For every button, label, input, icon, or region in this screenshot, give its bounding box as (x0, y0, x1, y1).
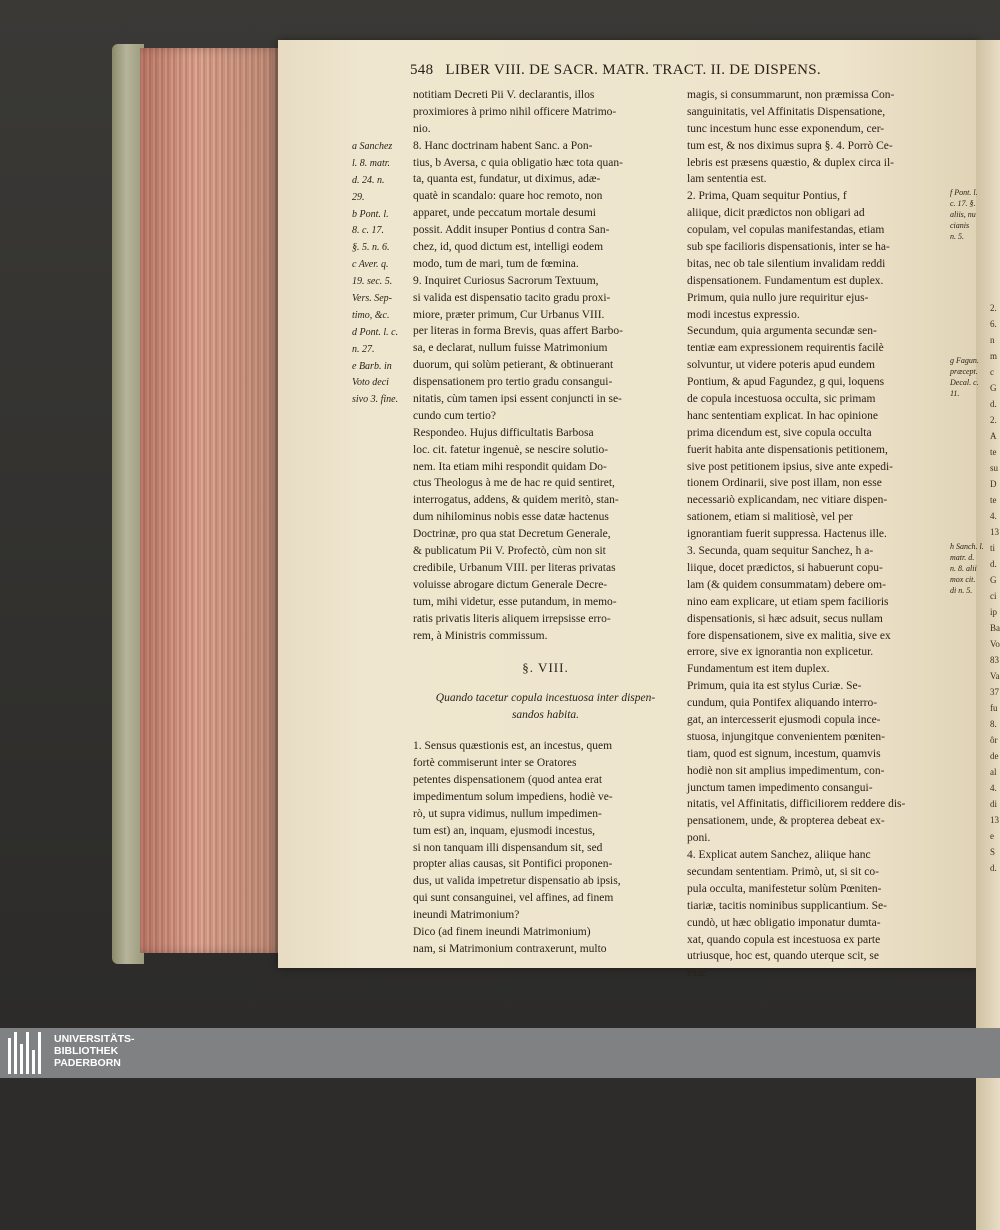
text-line: dispensationem pro tertio gradu consangui- (413, 376, 613, 389)
margin-note: Vers. Sep- (352, 293, 392, 305)
page-header (410, 62, 910, 79)
text-line: tiariæ, tacitis nominibus supplicantium. Se- (687, 899, 887, 912)
margin-note: timo, &c. (352, 309, 390, 321)
text-line: tunc incestum hunc esse exponendum, cer- (687, 122, 885, 135)
text-line: tum, mihi videtur, esse putandum, in memo- (413, 595, 617, 608)
footer-bar (0, 1028, 1000, 1078)
text-line: possit. Addit insuper Pontius d contra San- (413, 224, 610, 237)
text-line: Fundamentum est item duplex. (687, 663, 830, 676)
logo-line: UNIVERSITÄTS- (54, 1033, 135, 1045)
text-line: rò, ut supra vidimus, nullum impedimen- (413, 807, 602, 820)
text-line: fuerit habita ante dispensationis petitionem, (687, 443, 888, 456)
adjacent-page-fragment: n (990, 335, 995, 345)
right-column (687, 87, 949, 982)
text-line: secundam sententiam. Primò, ut, si sit co- (687, 865, 879, 878)
text-line: per literas in forma Brevis, quas affert Barbo- (413, 325, 623, 338)
text-line: dum nihilominus nobis esse datæ hactenus (413, 511, 609, 524)
text-line: lam sententia est. (687, 173, 767, 186)
margin-note: n. 8. alii (950, 564, 977, 573)
text-line: 8. Hanc doctrinam habent Sanc. a Pon- (413, 139, 593, 152)
text-line: loc. cit. fatetur ingenuè, se nescire solutio- (413, 443, 609, 456)
adjacent-page-fragment: Ba (990, 623, 1000, 633)
margin-note: aliis, nu (950, 210, 976, 219)
adjacent-page-fragment: ip (990, 607, 998, 617)
adjacent-page-fragment: 4. (990, 783, 997, 793)
adjacent-page-fragment: G (990, 575, 997, 585)
text-line: fortè commiserunt inter se Oratores (413, 757, 577, 770)
adjacent-page-fragment: al (990, 767, 997, 777)
text-line: liique, docet prædictos, si habuerunt copu- (687, 561, 883, 574)
text-line: tiam, quod est signum, incestum, quamvis (687, 747, 881, 760)
section-title-line: Quando tacetur copula incestuosa inter dispen- (435, 692, 656, 705)
logo-line: PADERBORN (54, 1057, 121, 1069)
adjacent-page-fragment: Vo (990, 639, 1000, 649)
margin-note: sivo 3. fine. (352, 394, 399, 406)
adjacent-page-fragment: ci (990, 591, 997, 601)
margin-note: 8. c. 17. (352, 225, 384, 237)
text-line: tentiæ eam expressionem requirentis facilè (687, 342, 884, 355)
text-line: ratis privatis literis aliquem irrepsisse erro- (413, 612, 611, 625)
margin-note: Voto deci (352, 377, 389, 389)
right-margin-note-h (950, 541, 984, 596)
text-line: 2. Prima, Quam sequitur Pontius, f (687, 190, 847, 203)
text-line: nino eam explicare, ut etiam spem facilioris (687, 595, 889, 608)
adjacent-page-fragment: d. (990, 863, 997, 873)
margin-note: h Sanch. l. (950, 542, 984, 551)
text-line: copulam, vel copulas manifestandas, etiam (687, 224, 885, 237)
text-line: tum est, & nos diximus supra §. 4. Porrò Ce- (687, 139, 893, 152)
text-line: ta, quanta est, fundatur, ut diximus, adæ- (413, 173, 601, 186)
text-line: modo, tum de mari, tum de fœmina. (413, 257, 579, 270)
text-line: ctus Theologus à me de hac re quid sentiret, (413, 477, 615, 490)
text-line: miore, præter primum, Cur Urbanus VIII. (413, 308, 605, 321)
text-line: nitatis, vel Affinitatis, difficiliorem reddere dis- (687, 798, 906, 811)
text-line: tum est) an, inquam, ejusmodi incestus, (413, 824, 596, 837)
text-line: dispensationem. Fundamentum est duplex. (687, 274, 884, 287)
text-line: Pontium, & apud Fagundez, g qui, loquens (687, 376, 885, 389)
text-line: bitas, nec ob tale silentium invalidam reddi (687, 257, 886, 270)
adjacent-page-fragment: d. (990, 399, 997, 409)
text-line: voluisse abrogare dictum Generale Decre- (413, 578, 608, 591)
text-line: credibile, Urbanum VIII. per literas privatas (413, 561, 616, 574)
text-line: xat, quando copula est incestuosa ex parte (687, 933, 881, 946)
adjacent-page-fragment: di (990, 799, 998, 809)
margin-note: 29. (352, 191, 365, 203)
adjacent-page-fragment: d. (990, 559, 997, 569)
text-line: proximiores à primo nihil officere Matrimo- (413, 105, 617, 118)
adjacent-page-fragment: ôr (990, 735, 998, 745)
margin-note: 19. sec. 5. (352, 276, 393, 288)
text-line: hodiè non sit amplius impedimentum, con- (687, 764, 885, 777)
text-line: poni. (687, 832, 711, 845)
text-line: rem, à Ministris commissum. (413, 629, 548, 642)
text-line: Secundum, quia argumenta secundæ sen- (687, 325, 877, 338)
text-line: 3. Secunda, quam sequitur Sanchez, h a- (687, 545, 874, 558)
section-title-line: sandos habita. (511, 709, 580, 722)
margin-note: d. 24. n. (352, 174, 385, 186)
adjacent-page-fragment: ti (990, 543, 996, 553)
text-line: solvuntur, ut videre poteris apud eundem (687, 359, 875, 372)
margin-note: cianis (950, 221, 970, 230)
text-line: notitiam Decreti Pii V. declarantis, illos (413, 89, 595, 101)
text-line: Dico (ad finem ineundi Matrimonium) (413, 925, 591, 938)
margin-note: n. 27. (352, 343, 375, 355)
text-line: aliique, dicit prædictos non obligari ad (687, 207, 865, 220)
text-line: 4. Explicat autem Sanchez, aliique hanc (687, 849, 871, 862)
text-line: sationem, etiam si malitiosè, vel per (687, 511, 853, 524)
margin-note: 11. (950, 389, 960, 398)
text-line: esse (687, 967, 707, 980)
text-line: lebris est præsens quæstio, & duplex circa il- (687, 156, 894, 169)
margin-note: f Pont. l. (950, 188, 978, 197)
text-line: impedimentum solum impediens, hodiè ve- (413, 790, 613, 803)
text-line: Primum, quia nullo jure requiritur ejus- (687, 291, 869, 304)
right-margin-note-f (950, 187, 980, 242)
adjacent-page-fragment: 6. (990, 319, 997, 329)
text-line: sub spe facilioris dispensationis, inter se ha- (687, 241, 890, 254)
text-line: nio. (413, 122, 431, 135)
text-line: si non tanquam illi dispensandum sit, sed (413, 841, 603, 854)
adjacent-page-fragment: A (990, 431, 997, 441)
margin-note: b Pont. l. (352, 208, 389, 220)
text-line: dispensationis, si hæc adsuit, secus nullam (687, 612, 883, 625)
adjacent-page-fragment: te (990, 495, 997, 505)
right-margin-note-g (950, 355, 980, 399)
text-line: de copula incestuosa occulta, sic primam (687, 393, 876, 406)
adjacent-page-fragment: fu (990, 703, 998, 713)
margin-note: c. 17. §. (950, 199, 976, 208)
margin-notes (352, 139, 410, 409)
text-line: hanc sententiam explicat. In hac opinione (687, 409, 878, 422)
margin-note: præcept. (950, 367, 978, 376)
page-number: 548 (410, 62, 434, 78)
adjacent-page-fragment: 8. (990, 719, 997, 729)
adjacent-page-fragment: Va (990, 671, 1000, 681)
margin-note: g Fagun. (950, 356, 979, 365)
text-line: fore dispensationem, sive ex malitia, sive ex (687, 629, 891, 642)
running-title: LIBER VIII. DE SACR. MATR. TRACT. II. DE DISPENS. (445, 62, 821, 78)
text-line: nem. Ita etiam mihi respondit quidam Do- (413, 460, 607, 473)
adjacent-page-fragment: 2. (990, 415, 997, 425)
text-line: cundum, quia Pontifex aliquando interro- (687, 697, 878, 710)
text-line: prima dicendum est, sive copula occulta (687, 426, 872, 439)
text-line: Primum, quia ita est stylus Curiæ. Se- (687, 680, 862, 693)
adjacent-page-fragment: m (990, 351, 998, 361)
margin-note: §. 5. n. 6. (352, 242, 390, 254)
text-line: nam, si Matrimonium contraxerunt, multo (413, 942, 607, 955)
text-line: ignorantiam fuerit suppressa. Hactenus ille. (687, 528, 887, 541)
adjacent-page-fragment: 13 (990, 815, 999, 825)
text-line: duorum, qui solùm petierant, & obtinuerant (413, 359, 614, 372)
adjacent-page-fragment: c (990, 367, 994, 377)
text-line: cundò, ut hæc obligatio imponatur dumta- (687, 916, 881, 929)
text-line: chez, id, quod dictum est, intelligi eodem (413, 241, 604, 254)
library-logo-icon (8, 1032, 48, 1074)
text-line: magis, si consummarunt, non præmissa Con- (687, 89, 895, 101)
library-logo-text (54, 1033, 135, 1069)
adjacent-page-fragment: 83 (990, 655, 999, 665)
text-line: interrogatus, addens, & quidem meritò, stan- (413, 494, 619, 507)
text-line: pula occulta, manifestetur solùm Pœniten- (687, 882, 882, 895)
text-line: utriusque, hoc est, quando uterque scit, se (687, 950, 879, 963)
text-line: 9. Inquiret Curiosus Sacrorum Textuum, (413, 274, 599, 287)
text-line: sa, e declarat, nullum fuisse Matrimonium (413, 342, 608, 355)
margin-note: matr. d. (950, 553, 975, 562)
text-line: junctum tamen impedimento consangui- (687, 781, 873, 794)
text-line: Doctrinæ, pro qua stat Decretum Generale, (413, 528, 611, 541)
text-line: lam (& quidem consummatam) debere om- (687, 578, 886, 591)
margin-note: c Aver. q. (352, 259, 389, 271)
text-line: tionem Ordinarii, sive post illam, non esse (687, 477, 882, 490)
text-line: 1. Sensus quæstionis est, an incestus, quem (413, 740, 613, 753)
adjacent-page-fragment: e S (990, 831, 996, 857)
text-line: qui sunt consanguinei, vel affines, ad finem (413, 892, 614, 905)
margin-note: a Sanchez (352, 141, 393, 152)
adjacent-page-fragment: te (990, 447, 997, 457)
text-line: gat, an intercesserit ejusmodi copula ince- (687, 713, 881, 726)
adjacent-page-fragment: 13 (990, 527, 999, 537)
margin-note: l. 8. matr. (352, 157, 391, 169)
section-mark: §. VIII. (522, 660, 569, 676)
text-line: stuosa, injungitque convenientem pœniten- (687, 730, 886, 743)
adjacent-page-fragment: de (990, 751, 999, 761)
text-line: sive post petitionem ipsius, sive ante expedi- (687, 460, 894, 473)
adjacent-page-fragment: 2. (990, 303, 997, 313)
adjacent-page-fragment: 37 (990, 687, 999, 697)
margin-note: Decal. c. (950, 378, 979, 387)
adjacent-page-fragment: D (990, 479, 997, 489)
text-line: sanguinitatis, vel Affinitatis Dispensatione, (687, 105, 886, 118)
text-line: petentes dispensationem (quod antea erat (413, 773, 603, 786)
text-line: quatè in scandalo: quare hoc remoto, non (413, 190, 603, 203)
text-line: necessariò explicandam, nec vitiare dispen- (687, 494, 888, 507)
adjacent-page-fragment: 4. (990, 511, 997, 521)
margin-note: di n. 5. (950, 586, 973, 595)
text-line: tius, b Aversa, c quia obligatio hæc tota quan- (413, 156, 623, 169)
text-line: pensationem, unde, & propterea debeat ex- (687, 815, 885, 828)
margin-note: n. 5. (950, 232, 964, 241)
left-column (413, 87, 678, 958)
spacer (413, 724, 678, 738)
text-line: si valida est dispensatio tacito gradu proxi- (413, 291, 611, 304)
text-line: apparet, unde peccatum mortale desumi (413, 207, 596, 220)
text-line: & publicatum Pii V. Profectò, cùm non sit (413, 545, 606, 558)
text-line: nitatis, cùm tamen ipsi essent conjuncti in se- (413, 393, 622, 406)
text-line: propter alias causas, sit Pontifici proponen- (413, 858, 613, 871)
text-line: dus, ut valida impetretur dispensatio ab ipsis, (413, 875, 621, 888)
text-line: Respondeo. Hujus difficultatis Barbosa (413, 426, 594, 439)
adjacent-page-fragment: su (990, 463, 999, 473)
text-line: errore, sive ex ignorantia non explicetur. (687, 646, 874, 659)
margin-note: mox cit. (950, 575, 976, 584)
text-line: modi incestus expressio. (687, 308, 800, 321)
adjacent-page-fragment: G (990, 383, 997, 393)
text-line: ineundi Matrimonium? (413, 909, 520, 922)
margin-note: e Barb. in (352, 360, 392, 372)
logo-line: BIBLIOTHEK (54, 1045, 119, 1057)
margin-note: d Pont. l. c. (352, 326, 399, 338)
book-page-edges (140, 48, 280, 953)
text-line: cundo cum tertio? (413, 409, 497, 422)
